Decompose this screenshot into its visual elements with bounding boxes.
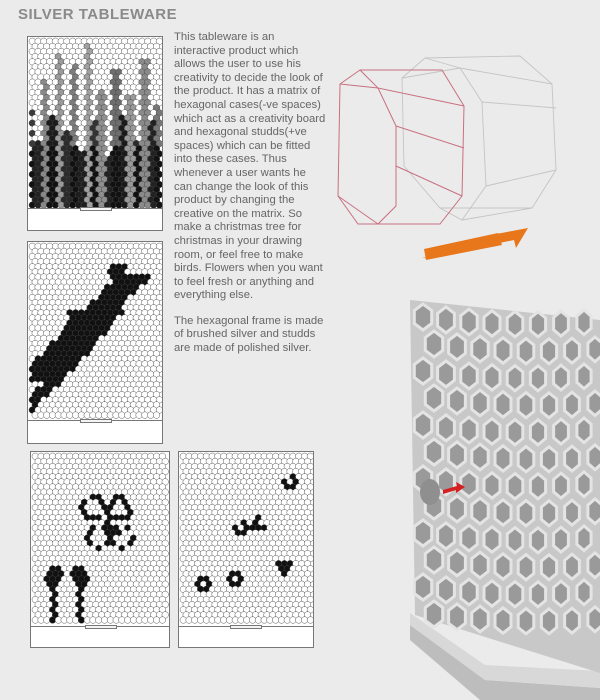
wall-hexagon-cell <box>472 498 488 524</box>
wall-hexagon-cell <box>484 419 500 444</box>
wall-hexagon-cell <box>414 304 431 330</box>
gray-wireframe-stud <box>402 56 556 220</box>
wall-hexagon-cell <box>588 337 600 362</box>
wall-hexagon-cell <box>438 361 455 387</box>
wall-hexagon-cell <box>449 442 466 468</box>
glasses-flowers-pattern-panel <box>30 451 170 627</box>
wall-hexagon-cell <box>484 365 500 390</box>
wall-hexagon-cell <box>438 307 455 333</box>
wall-hexagon-cell <box>461 363 477 389</box>
wall-hexagon-cell <box>588 607 600 632</box>
wall-hexagon-cell <box>472 336 488 362</box>
glasses-flowers-pattern-grid <box>31 452 169 626</box>
glasses-flowers-pattern-base <box>30 626 170 648</box>
wall-hexagon-cell <box>541 393 556 418</box>
wall-hexagon-cell <box>461 417 477 443</box>
wall-hexagon-cell <box>577 310 591 335</box>
small-flowers-pattern-cell <box>307 617 313 624</box>
bars-pattern-slot <box>80 207 112 211</box>
wall-hexagon-cell <box>472 444 488 470</box>
wall-hexagon-cell <box>438 577 455 603</box>
wall-stud <box>420 479 440 505</box>
wall-hexagon-cell <box>461 309 477 335</box>
bird-pattern-cell <box>153 412 160 419</box>
wall-hexagon-cell <box>530 366 545 391</box>
wall-hexagon-cell <box>438 523 455 549</box>
wall-hexagon-cell <box>530 528 545 553</box>
wall-hexagon-cell <box>554 581 569 606</box>
red-wireframe-case <box>338 70 464 224</box>
wall-hexagon-cell <box>449 388 466 414</box>
wall-hexagon-cell <box>541 609 556 634</box>
hexagon-stud-wireframe <box>330 48 592 268</box>
wall-hexagon-cell <box>518 339 534 364</box>
wall-hexagon-cell <box>484 581 500 606</box>
bars-pattern-panel <box>27 36 163 210</box>
wall-hexagon-cell <box>554 419 569 444</box>
wall-hexagon-cell <box>425 385 442 411</box>
wall-hexagon-cell <box>507 582 523 607</box>
wall-hexagon-cell <box>495 446 511 471</box>
wall-hexagon-cell <box>414 574 431 600</box>
wall-hexagon-cell <box>554 527 569 552</box>
wall-hexagon-cell <box>507 420 523 445</box>
wall-hexagon-cell <box>577 526 591 551</box>
small-flowers-pattern-grid <box>179 452 313 626</box>
glasses-flowers-pattern-slot <box>85 625 117 629</box>
wall-hexagon-cell <box>530 420 545 445</box>
wall-hexagon-cell <box>495 554 511 579</box>
wall-hexagon-cell <box>565 554 580 579</box>
wall-hexagon-cell <box>541 447 556 472</box>
wall-hexagon-cell <box>530 312 545 337</box>
wall-hexagon-cell <box>577 472 591 497</box>
wall-hexagon-cell <box>541 501 556 526</box>
wall-hexagon-cell <box>449 604 466 630</box>
small-flowers-pattern-panel <box>178 451 314 627</box>
wall-hexagon-cell <box>588 391 600 416</box>
wall-hexagon-cell <box>577 364 591 389</box>
description-paragraph-2: The hexagonal frame is made of brushed silver and studds are made of polished silver. <box>174 314 324 355</box>
wall-hexagon-cell <box>495 338 511 363</box>
wall-hexagon-cell <box>449 496 466 522</box>
wall-hexagon-cell <box>554 365 569 390</box>
wall-hexagon-cell <box>554 473 569 498</box>
page-title: SILVER TABLEWARE <box>18 6 178 23</box>
wall-hexagon-cell <box>518 501 534 526</box>
wall-hexagon-cell <box>588 499 600 524</box>
wall-hexagon-cell <box>541 555 556 580</box>
wall-hexagon-cell <box>541 339 556 364</box>
wall-hexagon-cell <box>565 392 580 417</box>
bird-pattern-base <box>27 420 163 444</box>
wall-hexagon-cell <box>507 474 523 499</box>
wall-hexagon-cell <box>425 547 442 573</box>
wall-hexagon-cell <box>438 415 455 441</box>
wall-hexagon-cell <box>530 582 545 607</box>
wall-hexagon-cell <box>507 366 523 391</box>
wall-hexagon-cell <box>472 552 488 578</box>
wall-hexagon-cell <box>518 609 534 634</box>
description-paragraph-1: This tableware is an interactive product which allows the user to use his creativity to decide the look of the product. It has a matrix of hexagonal cases(-ve spaces) which act as a creativity board and hexagonal studds(+ve spaces) which can be fitted into these cases. Thus whenever a user wants he can change the look of this product by changing the creative on the matrix. So make a christmas tree for christmas in your drawing room, or feel free to make birds. Flowers when you want to feel fresh or anything and everything else. <box>174 31 326 302</box>
wall-hexagon-cell <box>461 579 477 605</box>
wall-hexagon-cell <box>484 473 500 498</box>
wall-hexagon-cell <box>507 312 523 337</box>
wall-hexagon-cell <box>565 446 580 471</box>
wall-hexagon-cell <box>414 358 431 384</box>
wall-hexagon-cell <box>530 474 545 499</box>
orange-arrow-body-icon <box>424 233 502 260</box>
wall-hexagon-cell <box>577 580 591 605</box>
wall-hexagon-cell <box>518 555 534 580</box>
wall-hexagon-cell <box>449 550 466 576</box>
wall-hexagon-cell <box>414 412 431 438</box>
bird-pattern-grid <box>28 242 162 420</box>
bars-pattern-base <box>27 208 163 231</box>
wall-hexagon-cell <box>518 447 534 472</box>
small-flowers-pattern-slot <box>230 625 262 629</box>
wall-hexagon-cell <box>414 520 431 546</box>
wall-hexagon-cell <box>518 393 534 418</box>
wall-hexagon-cell <box>565 338 580 363</box>
wall-hexagon-cell <box>425 439 442 465</box>
wall-hexagon-cell <box>472 390 488 416</box>
wall-hexagon-cell <box>425 331 442 357</box>
wall-hexagon-cell <box>461 525 477 551</box>
wall-hexagon-cell <box>554 311 569 336</box>
wall-hexagon-cell <box>461 471 477 497</box>
wall-hexagon-cell <box>449 334 466 360</box>
hexagon-wall-render <box>405 295 600 700</box>
description <box>174 31 326 368</box>
wall-hexagon-cell <box>588 445 600 470</box>
wall-hexagon-cell <box>472 606 488 632</box>
wall-hexagon-cell <box>565 608 580 633</box>
small-flowers-pattern-base <box>178 626 314 648</box>
glasses-flowers-pattern-cell <box>159 617 166 624</box>
wall-hexagon-cell <box>565 500 580 525</box>
wall-hexagon-cell <box>588 553 600 578</box>
wall-hexagon-cell <box>484 311 500 336</box>
wall-hexagon-cell <box>495 392 511 417</box>
bird-pattern-slot <box>80 419 112 423</box>
wall-hexagon-cell <box>495 608 511 633</box>
wall-hexagon-cell <box>495 500 511 525</box>
wall-hexagon-cell <box>507 528 523 553</box>
wall-hexagon-cell <box>484 527 500 552</box>
wall-hexagon-cell <box>425 601 442 627</box>
wall-hexagon-cell <box>577 418 591 443</box>
bars-pattern-grid <box>28 37 162 209</box>
bird-pattern-panel <box>27 241 163 421</box>
